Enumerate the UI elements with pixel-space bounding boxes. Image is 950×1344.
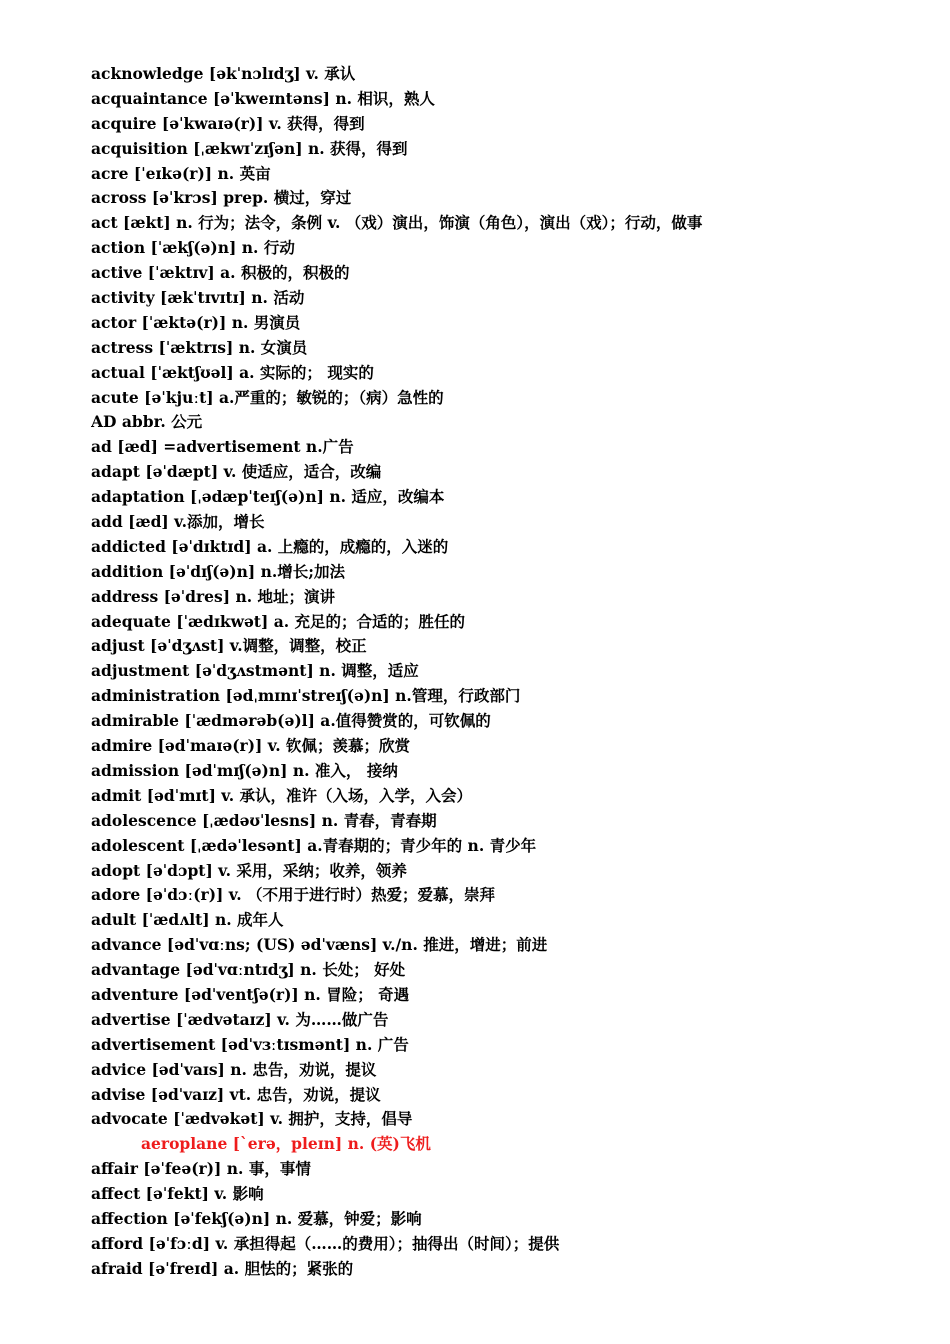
vocabulary-entry: adjustment [əˈdʒʌstmənt] n. 调整，适应: [91, 661, 419, 681]
vocabulary-entry: add [æd] v.添加，增长: [91, 512, 265, 532]
vocabulary-entry: admirable [ˈædmərəb(ə)l] a.值得赞赏的，可钦佩的: [91, 711, 491, 731]
vocabulary-entry: acre [ˈeɪkə(r)] n. 英亩: [91, 163, 271, 183]
vocabulary-entry: affect [əˈfekt] v. 影响: [91, 1184, 264, 1204]
vocabulary-entry: advance [ədˈvɑːns; (US) ədˈvæns] v./n. 推进，增进；前进: [91, 935, 548, 955]
vocabulary-entry: advice [ədˈvaɪs] n. 忠告，劝说，提议: [91, 1059, 377, 1079]
vocabulary-entry: advantage [ədˈvɑːntɪdʒ] n. 长处； 好处: [91, 960, 406, 980]
vocabulary-entry: admission [ədˈmɪʃ(ə)n] n. 准入， 接纳: [91, 760, 398, 780]
vocabulary-entry: actor [ˈæktə(r)] n. 男演员: [91, 312, 301, 332]
vocabulary-entry: admire [ədˈmaɪə(r)] v. 钦佩；羡慕；欣赏: [91, 736, 410, 756]
vocabulary-entry: affection [əˈfekʃ(ə)n] n. 爱慕，钟爱；影响: [91, 1208, 422, 1228]
vocabulary-entry: advertisement [ədˈvɜːtɪsmənt] n. 广告: [91, 1034, 409, 1054]
vocabulary-entry: acquire [əˈkwaɪə(r)] v. 获得，得到: [91, 113, 365, 133]
vocabulary-entry: adult [ˈædʌlt] n. 成年人: [91, 910, 284, 930]
vocabulary-entry: acknowledge [əkˈnɔlɪdʒ] v. 承认: [91, 64, 356, 83]
vocabulary-entry: adopt [əˈdɔpt] v. 采用，采纳；收养，领养: [91, 860, 407, 880]
vocabulary-entry: acquaintance [əˈkweɪntəns] n. 相识，熟人: [91, 88, 435, 108]
vocabulary-entry: adventure [ədˈventʃə(r)] n. 冒险； 奇遇: [91, 984, 410, 1004]
vocabulary-entry: adolescence [ˌædəʊˈlesns] n. 青春，青春期: [91, 810, 437, 830]
vocabulary-entry: addition [əˈdɪʃ(ə)n] n.增长;加法: [91, 561, 346, 581]
vocabulary-entry: acquisition [ˌækwɪˈzɪʃən] n. 获得，得到: [91, 138, 408, 158]
vocabulary-entry: actress [ˈæktrɪs] n. 女演员: [91, 337, 308, 357]
vocabulary-entry: act [ækt] n. 行为；法令，条例 v. （戏）演出，饰演（角色），演出（戏）；行动，做事: [91, 213, 703, 233]
vocabulary-entry: active [ˈæktɪv] a. 积极的，积极的: [91, 263, 350, 283]
vocabulary-entry: advertise [ˈædvətaɪz] v. 为……做广告: [91, 1009, 389, 1029]
vocabulary-entry: affair [əˈfeə(r)] n. 事，事情: [91, 1159, 311, 1179]
vocabulary-entry: actual [ˈæktʃʊəl] a. 实际的； 现实的: [91, 362, 374, 382]
vocabulary-entry: activity [ækˈtɪvɪtɪ] n. 活动: [91, 288, 305, 308]
vocabulary-entry: adequate [ˈædɪkwət] a. 充足的；合适的；胜任的: [91, 611, 466, 631]
vocabulary-entry: adapt [əˈdæpt] v. 使适应，适合，改编: [91, 462, 382, 482]
vocabulary-entry: adjust [əˈdʒʌst] v.调整，调整，校正: [91, 636, 367, 656]
vocabulary-entry: address [əˈdres] n. 地址；演讲: [91, 586, 336, 606]
vocabulary-entry: adaptation [ˌədæpˈteɪʃ(ə)n] n. 适应，改编本: [91, 487, 445, 507]
vocabulary-entry-highlighted: aeroplane [`erə，pleɪn] n. (英)飞机: [141, 1134, 431, 1154]
vocabulary-entry: advocate [ˈædvəkət] v. 拥护，支持，倡导: [91, 1109, 413, 1129]
vocabulary-entry: adolescent [ˌædəˈlesənt] a.青春期的；青少年的 n. 青少年: [91, 835, 537, 855]
vocabulary-entry: addicted [əˈdɪktɪd] a. 上瘾的，成瘾的，入迷的: [91, 536, 449, 556]
vocabulary-entry: advise [ədˈvaɪz] vt. 忠告，劝说，提议: [91, 1084, 381, 1104]
vocabulary-entry: administration [ədˌmɪnɪˈstreɪʃ(ə)n] n.管理，行政部门: [91, 686, 521, 706]
vocabulary-entry: across [əˈkrɔs] prep. 横过，穿过: [91, 188, 352, 208]
vocabulary-entry: afford [əˈfɔːd] v. 承担得起（……的费用）；抽得出（时间）；提供: [91, 1233, 560, 1253]
vocabulary-list: [91, 62, 911, 1282]
vocabulary-entry: afraid [əˈfreɪd] a. 胆怯的；紧张的: [91, 1258, 354, 1278]
vocabulary-entry: action [ˈækʃ(ə)n] n. 行动: [91, 238, 295, 258]
vocabulary-entry: acute [əˈkjuːt] a.严重的；敏锐的；（病）急性的: [91, 387, 444, 407]
vocabulary-entry: AD abbr. 公元: [91, 412, 203, 432]
vocabulary-entry: ad [æd] =advertisement n.广告: [91, 437, 354, 457]
vocabulary-entry: admit [ədˈmɪt] v. 承认，准许（入场，入学，入会）: [91, 785, 473, 805]
vocabulary-entry: adore [əˈdɔː(r)] v. （不用于进行时）热爱；爱慕，崇拜: [91, 885, 496, 905]
